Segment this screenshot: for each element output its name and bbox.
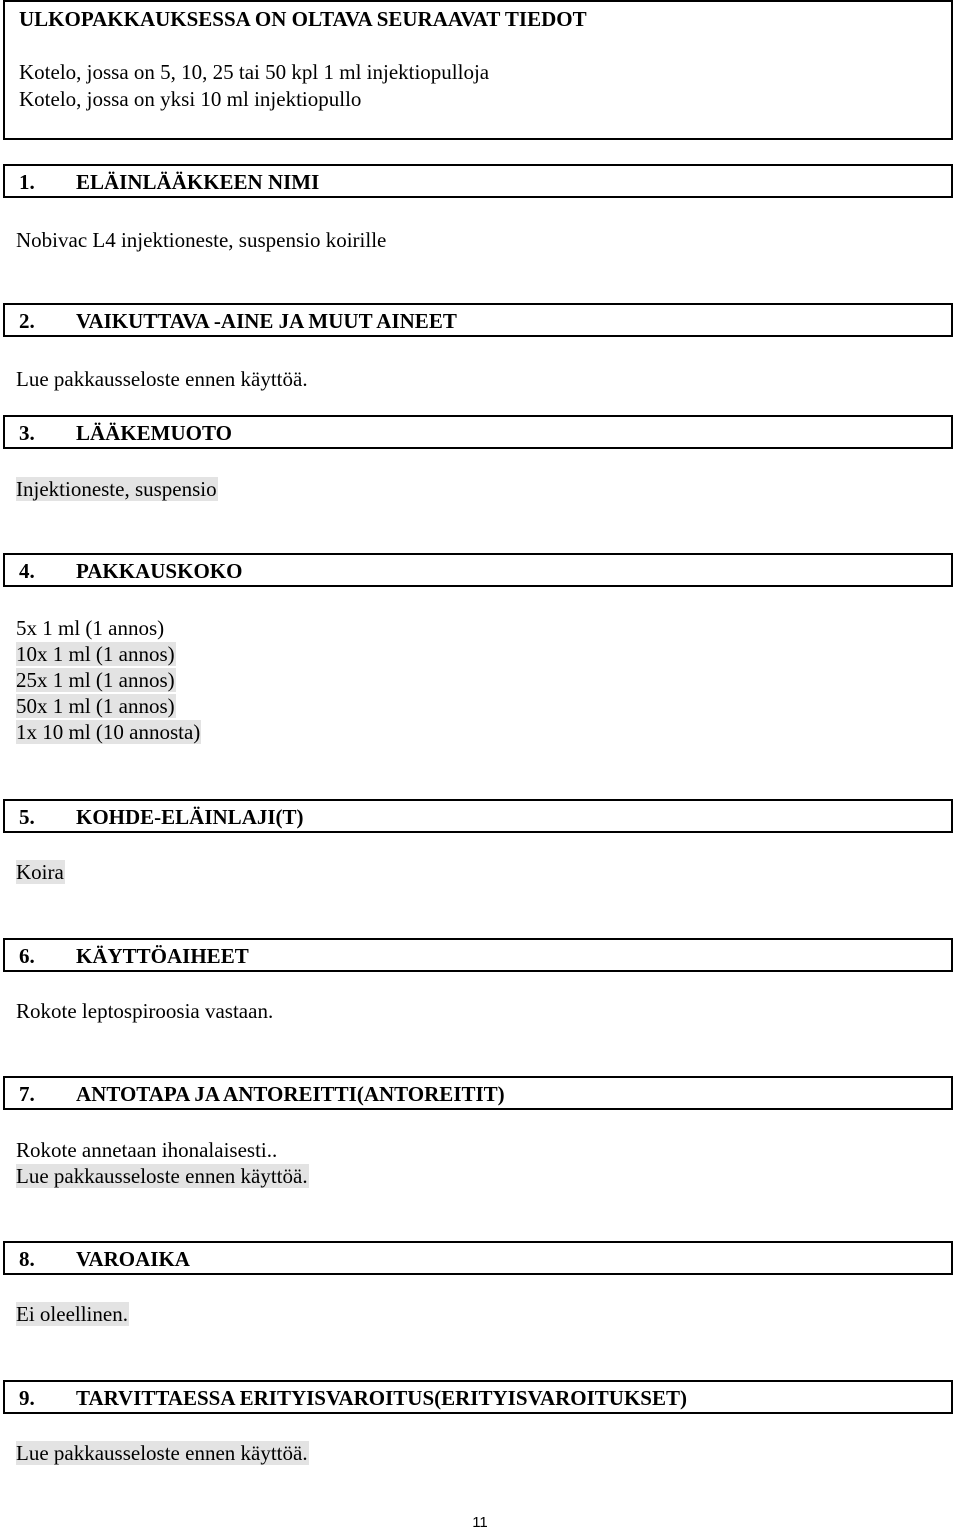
- section-number: 5.: [19, 805, 35, 829]
- highlighted-text: Injektioneste, suspensio: [16, 477, 217, 501]
- section-title: PAKKAUSKOKO: [76, 559, 243, 583]
- section-heading-2: [3, 303, 953, 337]
- section-title: ELÄINLÄÄKKEEN NIMI: [76, 170, 320, 194]
- section-number: 2.: [19, 309, 35, 333]
- section-text: 5x 1 ml (1 annos): [16, 616, 165, 640]
- highlighted-text: Koira: [16, 860, 64, 884]
- highlighted-text: Lue pakkausseloste ennen käyttöä.: [16, 1441, 308, 1465]
- section-number: 4.: [19, 559, 35, 583]
- header-line: Kotelo, jossa on 5, 10, 25 tai 50 kpl 1 ml injektiopulloja: [19, 60, 490, 84]
- section-heading-4: [3, 553, 953, 587]
- section-text: [16, 859, 65, 885]
- section-text: [16, 1163, 309, 1189]
- section-text: [16, 719, 201, 745]
- section-title: TARVITTAESSA ERITYISVAROITUS(ERITYISVAROITUKSET): [76, 1386, 687, 1410]
- section-text: [16, 1440, 309, 1466]
- section-text: [16, 693, 176, 719]
- section-number: 9.: [19, 1386, 35, 1410]
- section-text: [16, 667, 176, 693]
- section-heading-3: [3, 415, 953, 449]
- section-heading-5: [3, 799, 953, 833]
- highlighted-text: 50x 1 ml (1 annos): [16, 694, 175, 718]
- section-title: ANTOTAPA JA ANTOREITTI(ANTOREITIT): [76, 1082, 505, 1106]
- header-line: Kotelo, jossa on yksi 10 ml injektiopullo: [19, 87, 362, 111]
- section-number: 7.: [19, 1082, 35, 1106]
- section-title: KOHDE-ELÄINLAJI(T): [76, 805, 304, 829]
- section-text: [16, 641, 176, 667]
- page-number: 11: [472, 1514, 488, 1531]
- header-box: [3, 0, 953, 140]
- section-title: VAROAIKA: [76, 1247, 190, 1271]
- section-title: KÄYTTÖAIHEET: [76, 944, 249, 968]
- section-number: 8.: [19, 1247, 35, 1271]
- section-number: 3.: [19, 421, 35, 445]
- section-heading-8: [3, 1241, 953, 1275]
- section-heading-1: [3, 164, 953, 198]
- highlighted-text: 10x 1 ml (1 annos): [16, 642, 175, 666]
- highlighted-text: Lue pakkausseloste ennen käyttöä.: [16, 1164, 308, 1188]
- section-text: Rokote annetaan ihonalaisesti..: [16, 1138, 278, 1162]
- section-number: 6.: [19, 944, 35, 968]
- section-heading-9: [3, 1380, 953, 1414]
- section-text: Rokote leptospiroosia vastaan.: [16, 999, 274, 1023]
- section-text: Nobivac L4 injektioneste, suspensio koirille: [16, 228, 387, 252]
- section-number: 1.: [19, 170, 35, 194]
- section-text: [16, 476, 218, 502]
- document-title: ULKOPAKKAUKSESSA ON OLTAVA SEURAAVAT TIEDOT: [19, 7, 587, 31]
- section-heading-6: [3, 938, 953, 972]
- section-text: Lue pakkausseloste ennen käyttöä.: [16, 367, 308, 391]
- highlighted-text: Ei oleellinen.: [16, 1302, 128, 1326]
- section-heading-7: [3, 1076, 953, 1110]
- highlighted-text: 25x 1 ml (1 annos): [16, 668, 175, 692]
- highlighted-text: 1x 10 ml (10 annosta): [16, 720, 201, 744]
- section-text: [16, 1301, 129, 1327]
- section-title: VAIKUTTAVA -AINE JA MUUT AINEET: [76, 309, 457, 333]
- section-title: LÄÄKEMUOTO: [76, 421, 232, 445]
